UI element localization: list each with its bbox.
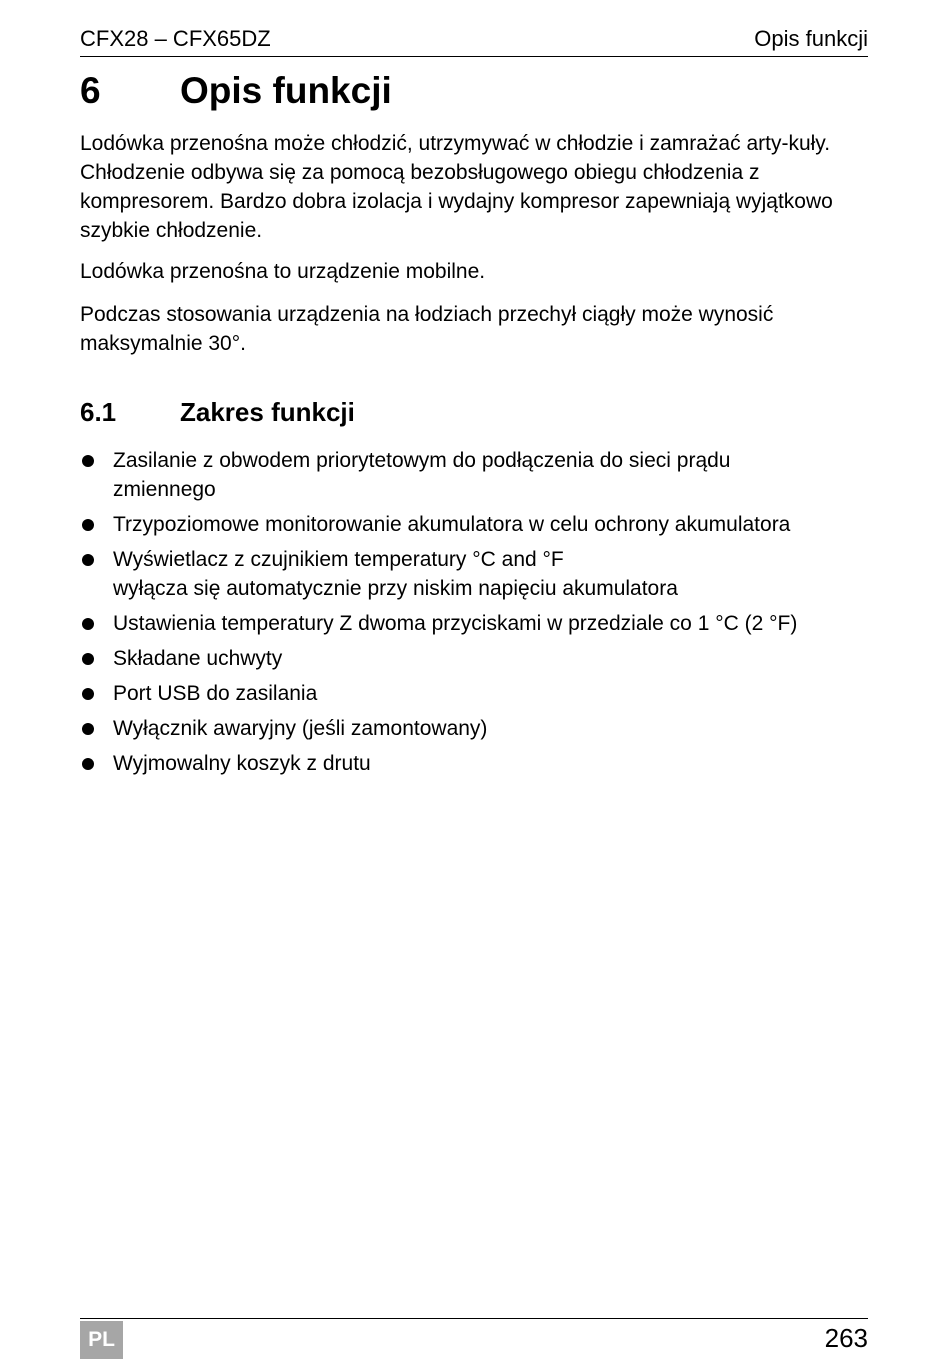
list-item-line: Port USB do zasilania [113, 682, 318, 705]
list-item-line: Wyświetlacz z czujnikiem temperatury °C and °F [113, 548, 564, 571]
bullet-icon [82, 519, 94, 531]
list-item-line: Wyjmowalny koszyk z drutu [113, 752, 371, 775]
bullet-icon [82, 554, 94, 566]
list-item-line: Ustawienia temperatury Z dwoma przyciskami w przedziale co 1 °C (2 °F) [113, 612, 798, 635]
list-item-line: zmiennego [113, 478, 216, 501]
paragraph-boats: Podczas stosowania urządzenia na łodziach przechył ciągły może wynosić maksymalnie 30°. [80, 303, 774, 355]
bullet-icon [82, 723, 94, 735]
paragraph-intro: Lodówka przenośna może chłodzić, utrzymywać w chłodzie i zamrażać arty-kuły. Chłodzenie odbywa się za pomocą bezobsługowego obiegu chłodzenia z kompresorem. Bardzo dobra izolacja i wydajny kompresor zapewniają wyjątkowo szybkie chłodzenie. [80, 132, 833, 242]
list-item [80, 679, 880, 708]
page-footer [80, 1318, 868, 1359]
header-section: Opis funkcji [754, 26, 868, 51]
section-number: 6.1 [80, 397, 117, 427]
list-item [80, 446, 880, 504]
page-number: 263 [824, 1323, 868, 1353]
bullet-icon [82, 618, 94, 630]
section-title [80, 397, 355, 428]
feature-list [80, 446, 880, 784]
header-model: CFX28 – CFX65DZ [80, 26, 271, 51]
list-item [80, 644, 880, 673]
section-title-text: Zakres funkcji [180, 397, 355, 427]
list-item [80, 510, 880, 539]
bullet-icon [82, 455, 94, 467]
list-item [80, 749, 880, 778]
chapter-number: 6 [80, 70, 101, 111]
list-item [80, 714, 880, 743]
list-item-line: Trzypoziomowe monitorowanie akumulatora w celu ochrony akumulatora [113, 513, 791, 536]
paragraph-mobile: Lodówka przenośna to urządzenie mobilne. [80, 260, 486, 283]
language-badge: PL [80, 1321, 123, 1359]
bullet-icon [82, 758, 94, 770]
list-item-line: Wyłącznik awaryjny (jeśli zamontowany) [113, 717, 488, 740]
list-item-line: Zasilanie z obwodem priorytetowym do podłączenia do sieci prądu [113, 449, 731, 472]
chapter-title-text: Opis funkcji [180, 70, 392, 111]
page-header [80, 22, 868, 57]
list-item-line: Składane uchwyty [113, 647, 283, 670]
bullet-icon [82, 688, 94, 700]
bullet-icon [82, 653, 94, 665]
chapter-title [80, 70, 392, 112]
list-item-line: wyłącza się automatycznie przy niskim napięciu akumulatora [113, 577, 678, 600]
list-item [80, 545, 880, 603]
list-item [80, 609, 880, 638]
